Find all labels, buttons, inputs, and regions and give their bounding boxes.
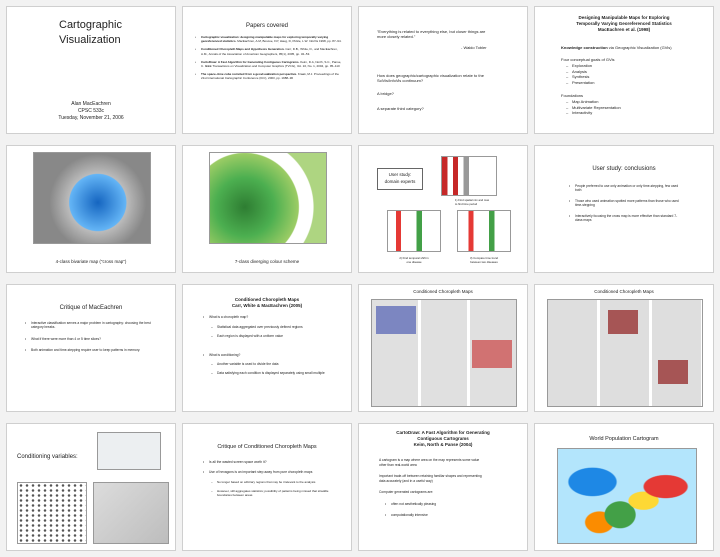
slide-heading-1: CartoDraw: A Fast Algorithm for Generating — [396, 430, 490, 435]
conclusion-item: • Interactively focusing the cross map is more effective than standard 7-class maps — [569, 214, 681, 223]
slide-heading: Critique of MacEachren — [59, 305, 123, 311]
issue-item: • computationally intensive — [385, 513, 436, 517]
foundation-item: – Multivariate Representation — [566, 105, 621, 111]
question-item: • What is conditioning? — [203, 353, 339, 357]
goal-item: – Presentation — [566, 80, 594, 86]
critique-item: • Use of hexagons is an important step away from pure choropleth maps — [203, 470, 339, 474]
paragraph-1b: other than real-world area — [379, 462, 417, 467]
slide-world-cartogram — [534, 423, 714, 551]
answer-item: – Each region is displayed with a uniform value — [211, 334, 337, 338]
question-item: • What is a choropleth map? — [203, 315, 339, 319]
slide-heading-2: Carr, White & MacEachren (2005) — [231, 303, 303, 308]
critique-list — [203, 460, 339, 475]
conclusion-item: • Those who used animation spotted more patterns than those who used time-stepping — [569, 199, 681, 208]
goal-item: – Analysis — [566, 69, 594, 75]
slide-heading: User study: conclusions — [592, 166, 656, 172]
slide-heading-3: MacEachren et al. (1998) — [597, 27, 651, 32]
grayscale-maps — [93, 482, 169, 544]
slide-conditioning-variables — [6, 423, 176, 551]
answer-list-1 — [211, 325, 337, 339]
course: CPSC 533c — [77, 108, 105, 114]
slide-ccm-screenshot-1 — [358, 284, 528, 412]
slide-heading: Papers covered — [245, 23, 289, 29]
ccm-maroon-maps — [547, 299, 703, 407]
slide-papers-covered — [182, 6, 352, 134]
foundations-list — [566, 99, 621, 116]
quote-attribution: - Waldo Tobler — [461, 45, 487, 50]
slide-critique-maceachren — [6, 284, 176, 412]
slide-title-heading-2: Visualization — [59, 34, 121, 46]
slide-conditioned-choropleth — [182, 284, 352, 412]
slide-heading: Conditioned Choropleth Maps — [413, 289, 473, 294]
foundation-item: – Interactivity — [566, 110, 621, 116]
foundations-heading: Foundations — [561, 93, 584, 98]
question-list — [203, 315, 339, 319]
paragraph-2b: data accurately (and in a useful way) — [379, 478, 433, 483]
scatterplot-grid — [17, 482, 87, 544]
conclusion-list — [569, 184, 681, 222]
bar-chart-3d-1 — [441, 156, 497, 196]
answer-list-2 — [211, 362, 337, 376]
paragraph-2a: Important trade-off between retaining familiar shapes and representing — [379, 474, 482, 478]
paper-list — [195, 35, 345, 81]
question-3: A separate third category? — [377, 106, 424, 111]
answer-item: – Data satisfying each condition is displayed separately using small multiple — [211, 371, 337, 375]
slide-cartodraw — [358, 423, 528, 551]
slide-heading: Conditioning variables: — [17, 454, 78, 460]
answer-item: – Statistical data aggregated over previously defined regions — [211, 325, 337, 329]
slide-heading-2: Contiguous Cartograms — [417, 436, 469, 441]
conditioning-map-small — [97, 432, 161, 470]
paper-item: • Cartographic visualization: designing manipulable maps for exploring temporally varying georeferenced statistics. MacEachren, A.M, Boscoe, F.P, Haug, D, Pickle, L.W. InfoVis 1998, pp. 87–94. — [195, 35, 345, 43]
conclusion-item: • People preferred to use only animation or only time-stepping, few used both — [569, 184, 681, 193]
caption-2b: one disease — [406, 260, 422, 264]
study-box — [377, 168, 423, 190]
slide-user-study — [358, 145, 528, 273]
goal-item: – Synthesis — [566, 74, 594, 80]
slide-heading-2: Temporally Varying Georeferenced Statistics — [576, 21, 672, 26]
critique-sublist — [211, 480, 339, 497]
paper-item: • The space–time cube revisited from a geovisualization perspective. Kraak, M.J. Proceedings of the 21st International Cartographic Conference (ICC), 2003, pp. 1988–96 — [195, 72, 345, 80]
question-2: A bridge? — [377, 91, 394, 96]
diverging-map-screenshot — [209, 152, 327, 244]
slide-critique-ccm — [182, 423, 352, 551]
bar-chart-3d-2 — [387, 210, 441, 252]
goals-heading: Four conceptual goals of GVis — [561, 57, 615, 62]
slide-tobler — [358, 6, 528, 134]
slide-diverging-map — [182, 145, 352, 273]
paragraph-3: Computer generated cartograms are: — [379, 490, 434, 494]
critique-item: • Interactive classification serves a major problem in cartography: choosing the best category breaks. — [25, 321, 161, 330]
paper-item: • CartoDraw: A Fast Algorithm for Generating Contiguous Cartograms. Keim, D.A, North, S.C., Panse, C. IEEE Transactions on Visualization and Computer Graphics (TVCG), Vol. 10, No. 1, 2004, pp. 95–110 — [195, 60, 345, 68]
slide-heading-1: Designing Manipulable Maps for Exploring — [578, 15, 670, 20]
quote: "Everything is related to everything else, but closer things are more closely related." — [377, 29, 486, 39]
knowledge-construction: Knowledge construction via Geographic Visualization (GVis) — [561, 45, 672, 50]
slide-ccm-screenshot-2 — [534, 284, 714, 412]
slide-cross-map — [6, 145, 176, 273]
question-1b: SciVis/InfoVis continuum? — [377, 78, 424, 83]
author: Alan MacEachren — [71, 101, 111, 107]
critique-subitem: – However, still aggregates statistics; possibility of patterns being missed that straddle boundaries between areas — [211, 489, 339, 497]
study-box-line-1: User study: — [388, 172, 412, 177]
question-list-2 — [203, 353, 339, 357]
goals-list — [566, 63, 594, 85]
critique-list — [25, 321, 161, 353]
critique-item: • Is all the wasted screen space worth it? — [203, 460, 339, 464]
paragraph-1a: A cartogram is a map where area on the map represents some value — [379, 458, 480, 462]
slide-heading-3: Keim, North & Panse (2004) — [413, 442, 473, 447]
cartogram-issues — [385, 502, 436, 518]
paper-item: • Conditioned Choropleth Maps and Hypothesis Generation. Carr, D.B., White, D., and MacEachren, A.M., Annals of the Association of American Geographers, 95(1), 2005, pp. 32–53. — [195, 47, 345, 55]
caption-1b: to find time period — [455, 202, 478, 206]
foundation-item: – Map Animation — [566, 99, 621, 105]
study-box-line-2: domain experts — [384, 179, 416, 184]
date: Tuesday, November 21, 2006 — [58, 115, 124, 121]
caption-3b: between two diseases — [470, 260, 498, 264]
slide-heading: Conditioned Choropleth Maps — [594, 289, 654, 294]
slide-heading: World Population Cartogram — [589, 436, 659, 442]
bar-chart-3d-3 — [457, 210, 511, 252]
slide-caption: 7-class diverging colour scheme — [234, 259, 300, 264]
question-1a: How does geographic/cartographic visualization relate to the — [377, 73, 484, 78]
caption-1a: 1) Find spatial mix and max — [455, 198, 490, 202]
goal-item: – Exploration — [566, 63, 594, 69]
critique-item: • Both animation and time-stepping require user to keep patterns in memory. — [25, 348, 161, 352]
slide-maceachren — [534, 6, 714, 134]
cross-map-screenshot — [33, 152, 151, 244]
ccm-small-multiples — [371, 299, 517, 407]
slide-heading-1: Conditioned Choropleth Maps — [234, 297, 300, 302]
issue-item: • often not aesthetically pleasing — [385, 502, 436, 506]
world-population-cartogram — [557, 448, 697, 544]
critique-subitem: – No longer based on arbitrary regions that may be irrelevant to the analysis — [211, 480, 339, 484]
answer-item: – Another variable is used to divide the data — [211, 362, 337, 366]
slide-caption: 4-class bivariate map ("cross map") — [55, 259, 127, 264]
critique-item: • What if there were more than 4 or 5 time slices? — [25, 337, 161, 341]
caption-3a: 3) Compare time trend — [470, 256, 498, 260]
slide-heading: Critique of Conditioned Choropleth Maps — [217, 444, 317, 450]
slide-title-heading-1: Cartographic — [59, 19, 122, 31]
caption-2a: 2) Find temporal shift in — [399, 256, 429, 260]
slide-study-conclusions — [534, 145, 714, 273]
slide-title — [6, 6, 176, 134]
